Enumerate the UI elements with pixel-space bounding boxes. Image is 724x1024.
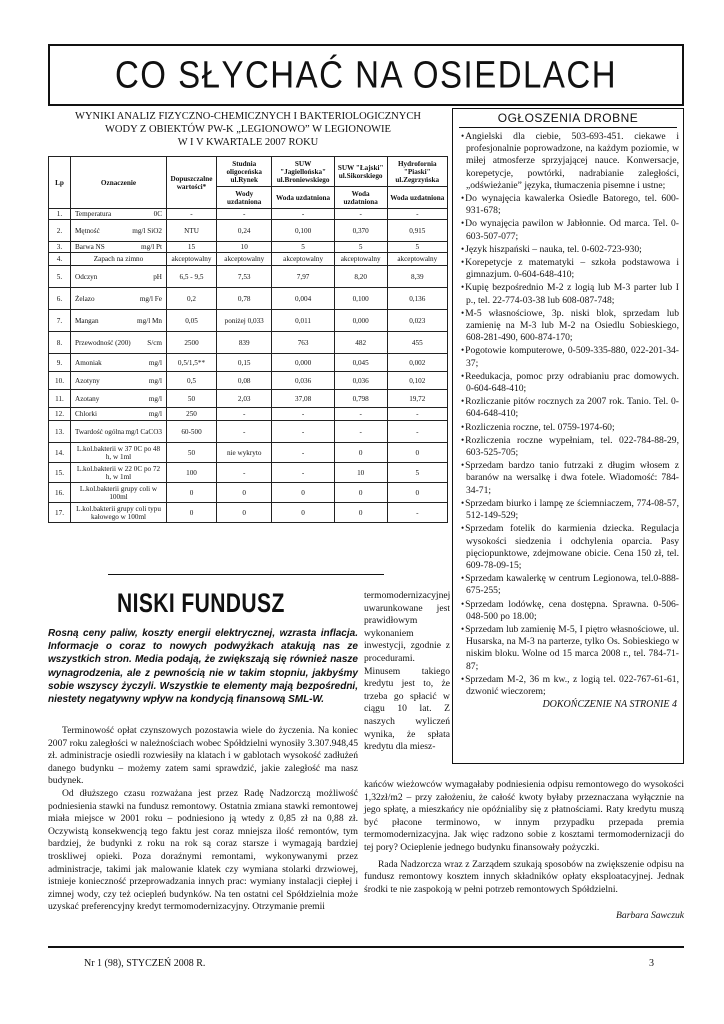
table-cell: 9. [49,354,71,372]
classified-ad: • Sprzedam bardzo tanio futrzaki z długim włosem z baranów na wersalkę i dwa fotele. Wiadomość: 784-34-71; [461,459,679,497]
table-cell: 2500 [167,332,217,354]
header-col-4 [387,157,447,187]
header-oznaczenie: Oznaczenie [71,157,167,209]
table-cell: 10. [49,372,71,390]
table-cell-oznaczenie [71,408,167,421]
header-dopuszczalne: Dopuszczalne wartości* [167,157,217,209]
parameter-name: Odczyn [75,272,98,281]
classified-ad: • Do wynajęcia pawilon w Jabłonnie. Od marca. Tel. 0-603-507-077; [461,217,679,242]
parameter-name: Temperatura [75,210,112,218]
table-cell: 0,000 [334,310,387,332]
footer-issue: Nr 1 (98), STYCZEŃ 2008 R. [84,958,206,969]
parameter-unit: mg/l [148,394,162,403]
table-cell-oznaczenie [71,242,167,253]
table-cell-oznaczenie [71,443,167,463]
parameter-unit: 0C [153,210,162,218]
table-cell-oznaczenie [71,253,167,266]
col-name: SUW "Łajski" [337,163,384,172]
table-cell: 0 [334,503,387,523]
table-cell: 7,97 [272,266,334,288]
table-cell: 13. [49,421,71,443]
table-title-line: WYNIKI ANALIZ FIZYCZNO-CHEMICZNYCH I BAKTERIOLOGICZNYCH [75,111,421,122]
table-cell: 0 [334,443,387,463]
table-cell: 0 [387,483,447,503]
table-row [49,220,448,242]
article-paragraph: Terminowość opłat czynszowych pozostawia wiele do życzenia. Na koniec 2007 roku zaległości w należnościach wobec Spółdzielni wynosiły 3.307.948,45 zł. administracje osiedli rozwiesiły na klatach i w gablotach wysokość zadłużeń danego budynku – możemy zatem sami sprawdzić, jakie zaległość ma nasz budynek. [48,725,358,787]
table-cell: 50 [167,443,217,463]
table-cell: 37,08 [272,390,334,408]
table-row [49,463,448,483]
table-cell: 0,004 [272,288,334,310]
table-cell: 0,24 [217,220,272,242]
table-cell-oznaczenie [71,209,167,220]
classified-ad: • Rozliczanie pitów rocznych za 2007 rok. Tanio. Tel. 0-604-648-410; [461,395,679,420]
table-cell: 100 [167,463,217,483]
table-cell: 19,72 [387,390,447,408]
table-cell-oznaczenie [71,483,167,503]
article-lead: Rosną ceny paliw, koszty energii elektrycznej, wzrasta inflacja. Informacje o coraz to nowych podwyżkach atakują nas ze wszystkich stron. Media podają, że zwiększają się również nasze wynagrodzenia, ale z pewnością nie w takim stopniu, jakbyśmy sobie wszyscy życzyli. Wszystkie te elementy mają bezpośredni, niestety negatywny wpływ na kondycją finansową SML-W. [48,628,358,706]
parameter-unit: mg/l [148,376,162,385]
table-cell: - [217,209,272,220]
table-cell: 0,036 [334,372,387,390]
table-cell-oznaczenie [71,332,167,354]
parameter-name: Zapach na zimno [93,255,144,263]
table-cell: akceptowalny [272,253,334,266]
table-row [49,332,448,354]
parameter-unit: mg/l Mn [137,316,162,325]
table-cell: 2,03 [217,390,272,408]
article-paragraph: kańców wieżowców wymagałaby podniesienia odpisu remontowego do wysokości 1,32zł/m2 – przy założeniu, że całość kwoty byłaby przeznaczana wyłącznie na jego spłatę, a mieszkańcy nie opóźnialiby się z płatnościami. Raty kredytu muszą być płacone terminowo, w innym przypadku przepada premia termomodernizacyjna. Jak więc radzono sobie z kosztami termomodernizacji do tej pory? Ocieplenie jednego budynku finansowały pożyczki. [364,779,684,853]
table-cell: - [272,408,334,421]
table-cell: poniżej 0,033 [217,310,272,332]
header-type: Woda uzdatniona [387,187,447,209]
classified-ad: • Sprzedam lub zamienię M-5, I piętro własnościowe, ul. Husarska, na M-3 na parterze, tylko Os. Sobieskiego w niskim bloku. Wolne od 15 marca 2008 r., tel. 784-71-87; [461,623,679,673]
classified-ad: • Sprzedam kawalerkę w centrum Legionowa, tel.0-888-675-255; [461,572,679,597]
article-body-narrow: termomodernizacyjnej uwarunkowane jest prawidłowym wykonaniem inwestycji, zgodnie z procedurami. Minusem takiego kredytu jest to, że trzeba go spłacić w ciągu 10 lat. Z naszych wyliczeń wynika, że spłata kredytu dla miesz- [364,590,451,753]
col-loc: ul.Rynek [230,175,258,184]
parameter-unit: mg/l Pt [141,243,162,251]
table-cell: akceptowalny [387,253,447,266]
table-cell: - [334,408,387,421]
table-cell: 0 [217,503,272,523]
col-loc: ul.Broniewskiego [276,175,330,184]
classifieds-title: OGŁOSZENIA DROBNE [497,111,639,125]
parameter-name: Mętność [75,226,100,235]
table-cell: 7,53 [217,266,272,288]
section-divider [108,574,384,575]
table-cell: 0 [217,483,272,503]
table-cell: 1. [49,209,71,220]
table-cell: 3. [49,242,71,253]
classified-ad: • Do wynajęcia kawalerka Osiedle Batorego, tel. 600-931-678; [461,192,679,217]
table-cell: 7. [49,310,71,332]
classified-ad: • Kupię bezpośrednio M-2 z logią lub M-3 parter lub I p., tel. 22-774-03-38 lub 608-087-748; [461,281,679,306]
table-cell-oznaczenie [71,266,167,288]
parameter-unit: S/cm [147,338,162,347]
article-body-right [364,779,684,896]
masthead-title: CO SŁYCHAĆ NA OSIEDLACH [114,53,618,96]
table-cell: - [167,209,217,220]
parameter-unit: mg/l SiO2 [132,226,162,235]
table-cell-oznaczenie [71,372,167,390]
table-cell: 5 [387,463,447,483]
table-cell: 0,5/1,5** [167,354,217,372]
table-cell: 0,78 [217,288,272,310]
col-name: Studnia oligoceńska [226,159,262,176]
table-cell: 12. [49,408,71,421]
table-cell: 5. [49,266,71,288]
table-row [49,288,448,310]
classified-ad: • Reedukacja, pomoc przy odrabianiu prac domowych. 0-604-648-410; [461,370,679,395]
table-cell: 8. [49,332,71,354]
table-title [48,110,448,149]
parameter-name: L.kol.bakterii grupy coli typu kałowego w 100ml [76,504,161,521]
parameter-name: Twardość ogólna [75,427,125,436]
table-cell: 455 [387,332,447,354]
table-cell-oznaczenie [71,288,167,310]
masthead [48,44,684,106]
table-cell: - [387,503,447,523]
table-cell: 0,045 [334,354,387,372]
parameter-name: Mangan [75,316,99,325]
table-cell: 8,39 [387,266,447,288]
parameter-name: Azotyny [75,376,100,385]
classified-ad: • Rozliczenia roczne wypełniam, tel. 022-784-88-29, 603-525-705; [461,434,679,459]
parameter-unit: pH [153,272,162,281]
table-cell-oznaczenie [71,220,167,242]
classified-ad: • Sprzedam lodówkę, cena dostępna. Sprawna. 0-506-048-500 po 18.00; [461,598,679,623]
table-row [49,408,448,421]
table-cell: akceptowalny [167,253,217,266]
parameter-unit: mg/l Fe [139,294,162,303]
table-row [49,310,448,332]
table-title-line: WODY Z OBIEKTÓW PW-K „LEGIONOWO” W LEGIONOWIE [105,124,391,135]
table-row [49,266,448,288]
parameter-name: Amoniak [75,358,102,367]
table-cell: 0,002 [387,354,447,372]
header-type: Woda uzdatniona [334,187,387,209]
header-col-3 [334,157,387,187]
table-cell-oznaczenie [71,503,167,523]
table-cell: - [272,421,334,443]
table-cell: - [217,463,272,483]
parameter-name: Przewodność (200) [75,338,131,347]
parameter-name: L.kol.bakterii w 37 0C po 48 h, w 1ml [76,444,161,461]
table-cell: 10 [334,463,387,483]
col-name: SUW "Jagiellońska" [280,159,327,176]
col-name: Hydrofornia "Piaski" [397,159,437,176]
classifieds-list [453,130,683,698]
table-cell: 0 [272,503,334,523]
table-cell: - [272,463,334,483]
classified-ad: • Sprzedam M-2, 36 m kw., z logią tel. 022-767-61-61, dzwonić wieczorem; [461,673,679,698]
header-col-1 [217,157,272,187]
footer-rule [48,946,684,948]
table-cell: - [387,209,447,220]
table-cell: 0,011 [272,310,334,332]
table-cell: 0,102 [387,372,447,390]
classified-ad: • Angielski dla ciebie, 503-693-451. ciekawe i profesjonalnie poprowadzone, na każdym poziomie, w miłej atmosferze sprzyjającej nauce. Konwersacje, korepetycje, powtórki, nadrabianie zaległości, „odświeżanie” języka, tłumaczenia pisemne i ustne; [461,130,679,192]
table-cell: 0,798 [334,390,387,408]
table-cell: 0 [167,483,217,503]
table-cell: 6,5 - 9,5 [167,266,217,288]
article-paragraph: Rada Nadzorcza wraz z Zarządem szukają sposobów na zwiększenie odpisu na fundusz remontowy kosztem innych składników opłaty eksploatacyjnej. Jednak środki te nie zaspokoją w pełni potrzeb remontowych Spółdzielni. [364,858,684,895]
table-cell: 10 [217,242,272,253]
parameter-name: L.kol.bakterii w 22 0C po 72 h, w 1ml [76,464,161,481]
table-cell: 0,036 [272,372,334,390]
table-cell: 0,000 [272,354,334,372]
parameter-name: Żelazo [75,294,95,303]
table-cell-oznaczenie [71,463,167,483]
table-cell: 839 [217,332,272,354]
table-cell: 0,15 [217,354,272,372]
table-row [49,483,448,503]
table-cell: 0 [387,443,447,463]
table-cell: 17. [49,503,71,523]
article-author: Barbara Sawczuk [616,910,684,921]
table-row [49,443,448,463]
table-cell: 2. [49,220,71,242]
table-cell: 4. [49,253,71,266]
parameter-unit: mg/l CaCO3 [125,427,162,436]
article-paragraph: Od dłuższego czasu rozważana jest przez Radę Nadzorczą możliwość podniesienia stawki na fundusz remontowy. Ostatnia zmiana stawki remontowej miała miejsce w 2001 roku – podniesiono ją wtedy z 0,85 zł na 0,88 zł. Oczywistą konsekwencją tego faktu jest coraz mniejsza ilość remontów, tym bardziej, że budynki z roku na rok są coraz starsze i wymagają bardziej troskliwej opieki. Poza doraźnymi remontami, wykonywanymi przez administracje, takimi jak malowanie klatek czy wymiana stolarki drzwiowej, istnieje konieczność przeprowadzania innych prac: wymiany instalacji ciepłej i zimnej wody, czy też ociepleń budynków. Na ten ostatni cel Spółdzielnia może uzyskać preferencyjny kredyt termomodernizacyjny. Otrzymanie premii [48,787,358,913]
table-cell: - [334,421,387,443]
table-cell: 0,100 [272,220,334,242]
table-cell: 14. [49,443,71,463]
table-cell: 0,370 [334,220,387,242]
table-row [49,372,448,390]
table-cell: 0,136 [387,288,447,310]
table-cell: - [387,421,447,443]
table-cell: 11. [49,390,71,408]
water-analysis-table [48,156,448,523]
table-cell: - [217,408,272,421]
col-loc: ul.Zegrzyńska [395,175,440,184]
table-cell: 0,100 [334,288,387,310]
col-loc: ul.Sikorskiego [338,171,383,180]
table-cell: 0 [272,483,334,503]
table-cell-oznaczenie [71,310,167,332]
continued-note: DOKOŃCZENIE NA STRONIE 4 [542,699,677,711]
table-cell: - [272,209,334,220]
classified-ad: • Korepetycje z matematyki – szkoła podstawowa i gimnazjum. 0-604-648-410; [461,256,679,281]
table-cell: 16. [49,483,71,503]
table-cell: - [272,443,334,463]
table-title-line: W I V KWARTALE 2007 ROKU [177,137,319,148]
table-cell: 763 [272,332,334,354]
table-cell: 0 [167,503,217,523]
table-cell-oznaczenie [71,421,167,443]
table-cell: 60-500 [167,421,217,443]
header-type: Wody uzdatniona [217,187,272,209]
table-cell-oznaczenie [71,354,167,372]
table-row [49,209,448,220]
table-cell: 482 [334,332,387,354]
table-cell: 0,5 [167,372,217,390]
table-cell: 0,2 [167,288,217,310]
classified-ad: • Pogotowie komputerowe, 0-509-335-880, 022-201-34-37; [461,344,679,369]
table-cell: 0,05 [167,310,217,332]
table-cell: NTU [167,220,217,242]
classified-ad: • Sprzedam biurko i lampę ze ściemniaczem, 774-08-57, 512-149-529; [461,497,679,522]
classified-ad: • Sprzedam fotelik do karmienia dziecka. Regulacja wysokości siedzenia i odchylenia oparcia. Pasy pięciopunktowe, zdejmowane obicie. Cena 150 zł, tel. 609-78-09-15; [461,522,679,572]
header-lp: Lp [49,157,71,209]
table-cell: 8,20 [334,266,387,288]
table-cell: 0,08 [217,372,272,390]
classifieds-box [452,108,684,764]
article-headline: NISKI FUNDUSZ [117,588,285,618]
header-type: Woda uzdatniona [272,187,334,209]
classified-ad: • M-5 własnościowe, 3p. niski blok, sprzedam lub zamienię na M-3 lub M-2 na Osiedlu Sobieskiego, 608-281-490, 600-874-170; [461,307,679,345]
table-cell: - [387,408,447,421]
table-cell: 5 [334,242,387,253]
table-cell: - [334,209,387,220]
parameter-name: L.kol.bakterii grupy coli w 100ml [79,484,158,501]
table-cell: - [217,421,272,443]
table-cell: 0,023 [387,310,447,332]
table-row [49,390,448,408]
table-row [49,242,448,253]
header-col-2 [272,157,334,187]
parameter-unit: mg/l [148,358,162,367]
table-row [49,354,448,372]
table-cell: 6. [49,288,71,310]
table-cell: 50 [167,390,217,408]
table-cell: akceptowalny [217,253,272,266]
table-row [49,253,448,266]
table-cell: nie wykryto [217,443,272,463]
footer [48,958,684,969]
parameter-name: Azotany [75,394,100,403]
classified-ad: • Język hiszpański – nauka, tel. 0-602-723-930; [461,243,679,256]
table-cell: 0 [334,483,387,503]
article-body-left [48,725,358,914]
classified-ad: • Rozliczenia roczne, tel. 0759-1974-60; [461,421,679,434]
table-row [49,421,448,443]
table-cell: 0,915 [387,220,447,242]
parameter-name: Barwa NS [75,243,105,251]
table-cell: 15 [167,242,217,253]
table-cell: akceptowalny [334,253,387,266]
table-row [49,503,448,523]
table-cell: 15. [49,463,71,483]
table-cell: 5 [272,242,334,253]
table-cell: 5 [387,242,447,253]
table-cell-oznaczenie [71,390,167,408]
parameter-name: Chlorki [75,410,97,418]
classifieds-divider [459,127,677,128]
parameter-unit: mg/l [148,410,162,418]
table-cell: 250 [167,408,217,421]
table-body [49,209,448,523]
page-number: 3 [649,958,654,969]
